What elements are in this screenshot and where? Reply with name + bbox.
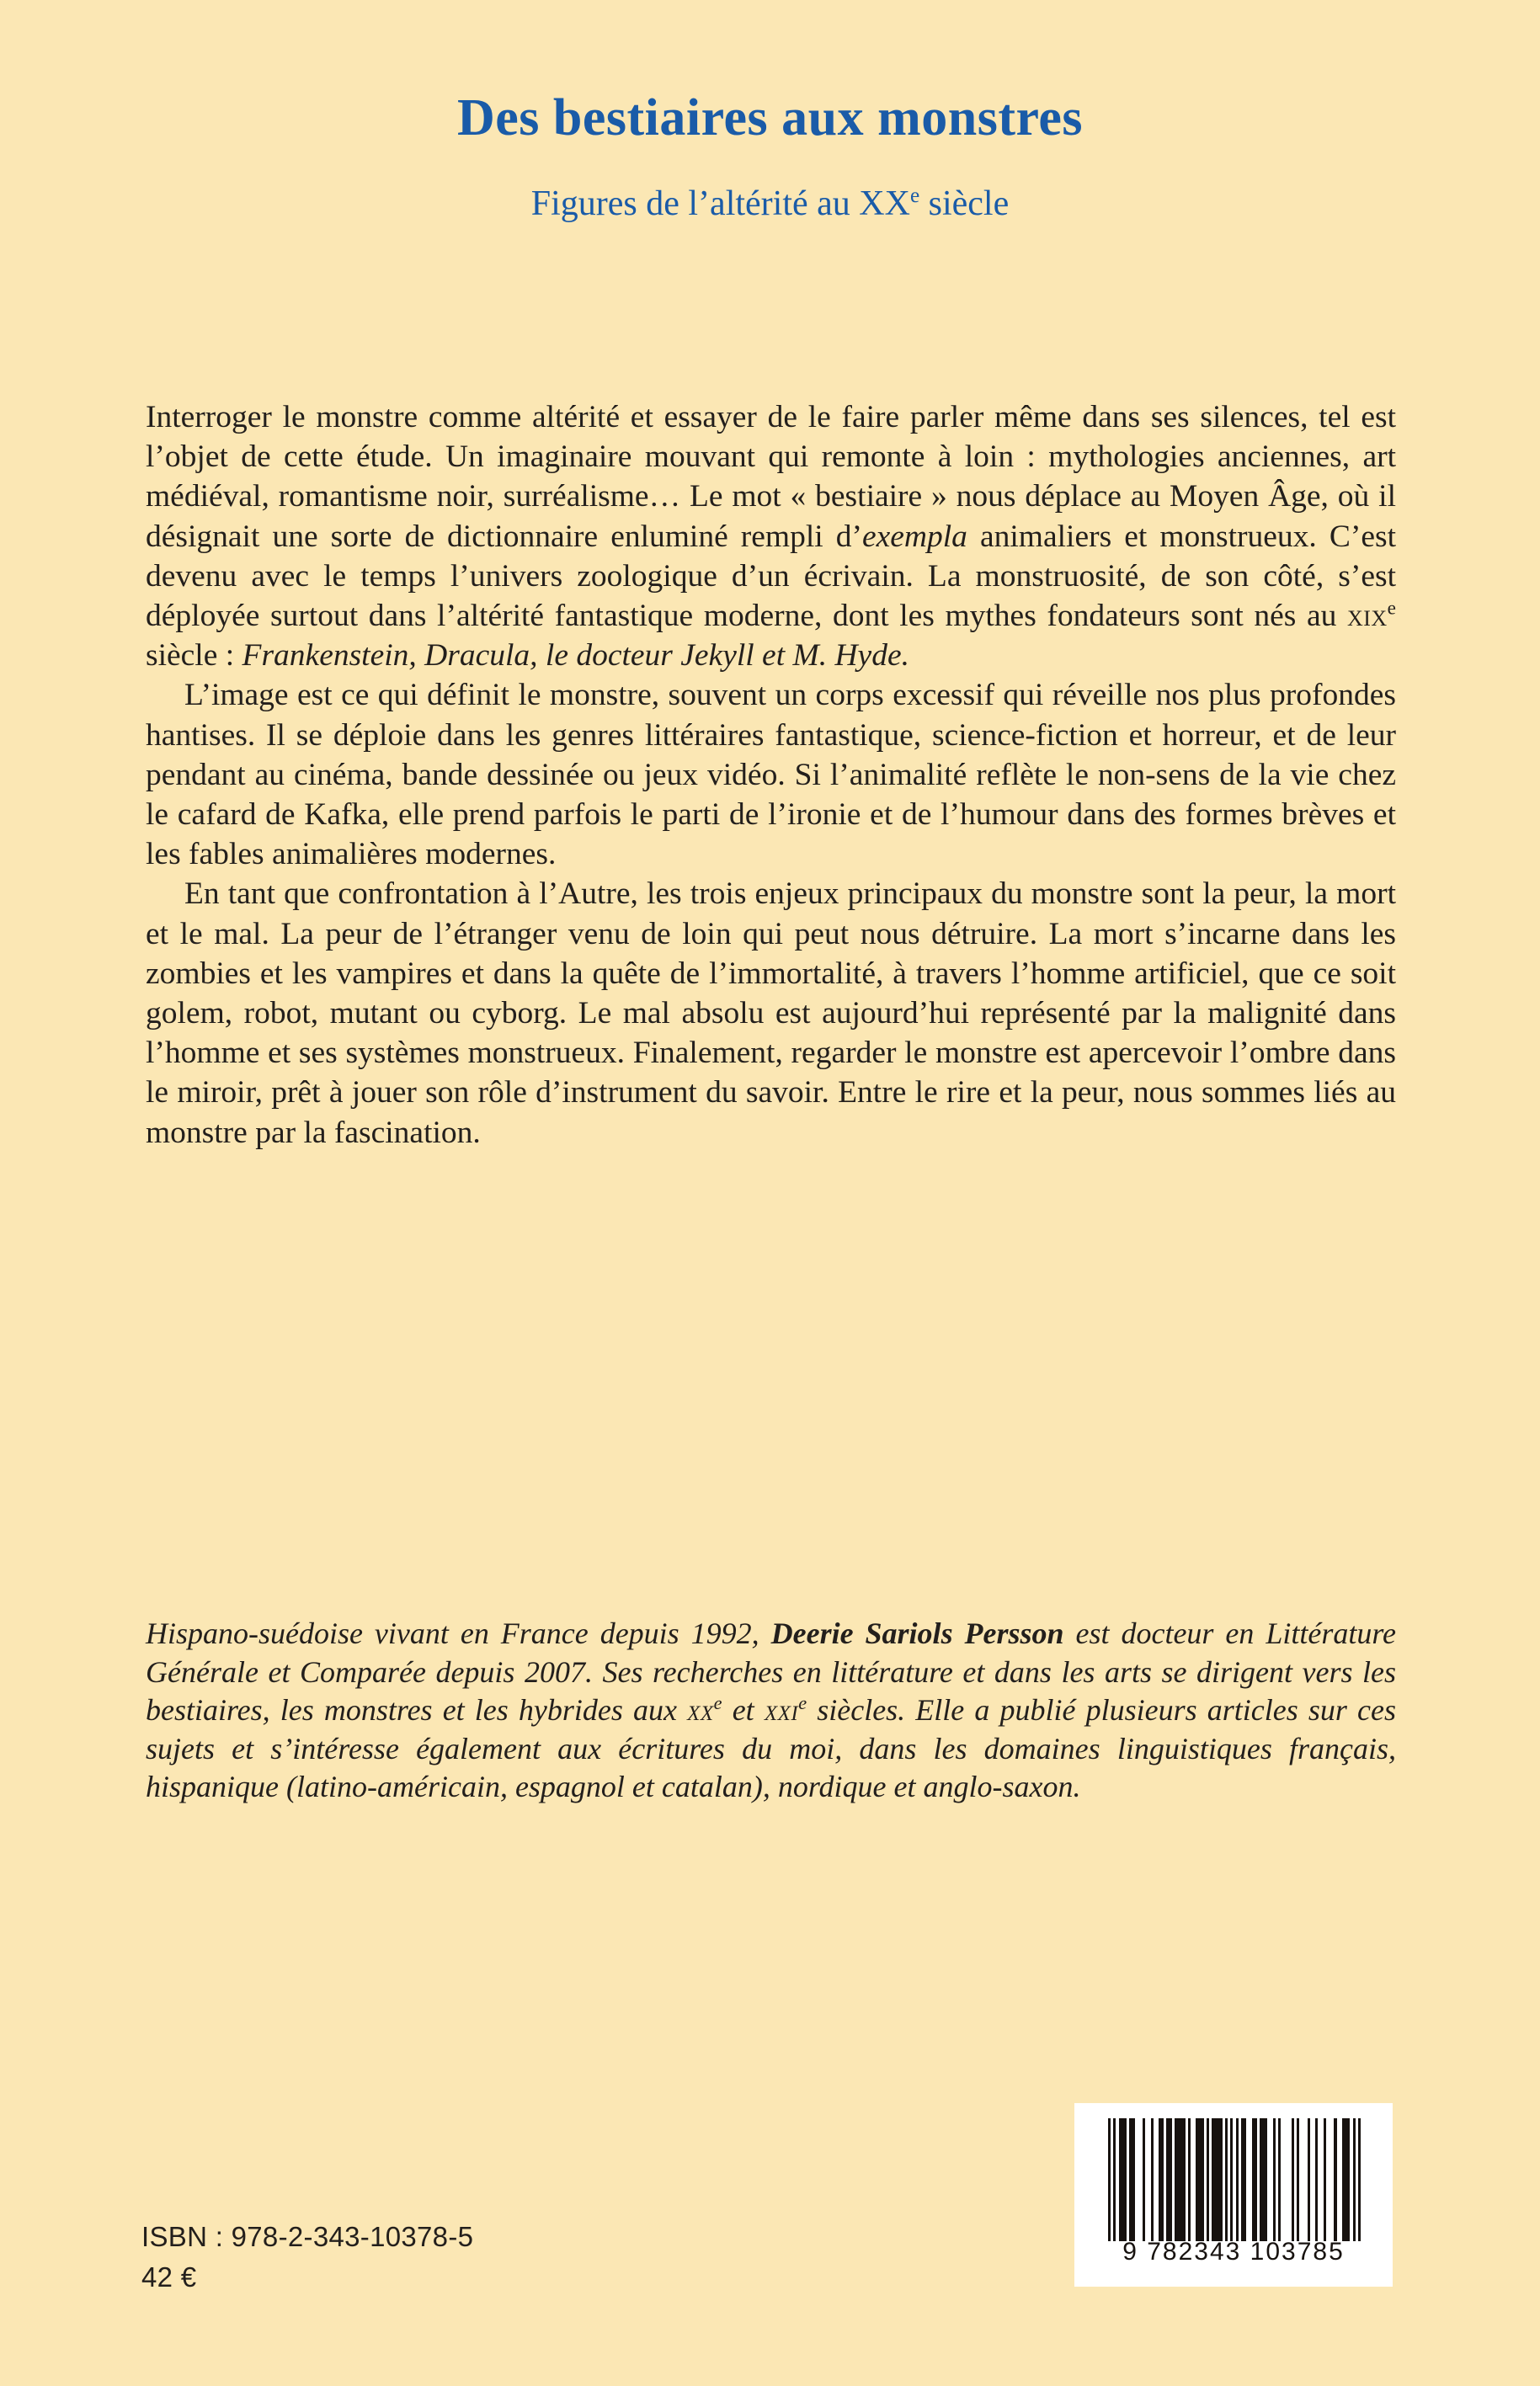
author-bio-paragraph bbox=[146, 1615, 1396, 1807]
price-text: 42 € bbox=[141, 2261, 197, 2293]
subtitle-superscript: e bbox=[909, 184, 920, 208]
subtitle-suffix: siècle bbox=[919, 184, 1010, 224]
page-title: Des bestiaires aux monstres bbox=[456, 89, 1084, 146]
bio-part-b: est docteur en Littérature Générale et Comparée depuis 2007. Ses recherches en littérature et dans les arts se dirigent vers les bestiaires, les monstres et les hybrides aux bbox=[146, 1616, 1397, 1727]
blurb-p1-part-b: animaliers et monstrueux. C’est devenu avec le temps l’univers zoologique d’un écrivain. La monstruosité, de son côté, s’est déployée surtout dans l’altérité fantastique moderne, dont les mythes fondateurs sont nés au bbox=[146, 519, 1396, 634]
bio-superscript-2: e bbox=[798, 1692, 807, 1713]
subtitle-prefix: Figures de l’altérité au XX bbox=[530, 184, 910, 224]
blurb-p1-superscript: e bbox=[1387, 597, 1396, 620]
author-bio bbox=[146, 1615, 1396, 1807]
title-block bbox=[0, 91, 1540, 223]
barcode-digits: 9 782343 103785 bbox=[1122, 2238, 1345, 2266]
blurb-p1-part-a: Interroger le monstre comme altérité et essayer de le faire parler même dans ses silences, tel est l’objet de cette étude. Un imaginaire mouvant qui remonte à loin : mythologies anciennes, art médiéval, romantisme noir, surréalisme… Le mot « bestiaire » nous déplace au Moyen Âge, où il désignait une sorte de dictionnaire enluminé rempli d’ bbox=[146, 400, 1396, 554]
barcode-bars bbox=[1108, 2118, 1361, 2241]
blurb-p1-part-c: siècle : bbox=[146, 638, 242, 674]
page-subtitle bbox=[0, 146, 1540, 223]
author-name: Deerie Sariols Persson bbox=[770, 1616, 1064, 1650]
bio-smallcaps-century-20: xx bbox=[687, 1693, 714, 1727]
bio-part-d: siècles. Elle a publié plusieurs articles sur ces sujets et s’intéresse également aux écritures du moi, dans les domaines linguistiques français, hispanique (latino-américain, espagnol et catalan), nordique et anglo-saxon. bbox=[146, 1693, 1396, 1803]
bio-part-c: et bbox=[722, 1693, 765, 1727]
bio-smallcaps-century-21: xxi bbox=[764, 1693, 799, 1727]
isbn-block bbox=[141, 2217, 473, 2298]
barcode bbox=[1074, 2103, 1393, 2287]
blurb-text bbox=[146, 397, 1396, 1153]
blurb-paragraph-1 bbox=[146, 397, 1396, 675]
bio-part-a: Hispano-suédoise vivant en France depuis 1992, bbox=[146, 1616, 771, 1650]
blurb-p1-italic-titles: Frankenstein, Dracula, le docteur Jekyll et M. Hyde. bbox=[242, 638, 909, 674]
blurb-p1-smallcaps-century: xix bbox=[1346, 599, 1388, 634]
blurb-p1-italic-exempla: exempla bbox=[861, 519, 967, 554]
blurb-paragraph-3: En tant que confrontation à l’Autre, les trois enjeux principaux du monstre sont la peur, la mort et le mal. La peur de l’étranger venu de loin qui peut nous détruire. La mort s’incarne dans les zombies et les vampires et dans la quête de l’immortalité, à travers l’homme artificiel, que ce soit golem, robot, mutant ou cyborg. Le mal absolu est aujourd’hui représenté par la malignité dans l’homme et ses systèmes monstrueux. Finalement, regarder le monstre est apercevoir l’ombre dans le miroir, prêt à jouer son rôle d’instrument du savoir. Entre le rire et la peur, nous sommes liés au monstre par la fascination. bbox=[146, 876, 1396, 1150]
isbn-text: ISBN : 978-2-343-10378-5 bbox=[141, 2221, 474, 2252]
bio-superscript-1: e bbox=[713, 1692, 722, 1713]
blurb-paragraph-2: L’image est ce qui définit le monstre, souvent un corps excessif qui réveille nos plus profondes hantises. Il se déploie dans les genres littéraires fantastique, science-fiction et horreur, et de leur pendant au cinéma, bande dessinée ou jeux vidéo. Si l’animalité reflète le non-sens de la vie chez le cafard de Kafka, elle prend parfois le parti de l’ironie et de l’humour dans des formes brèves et les fables animalières modernes. bbox=[146, 678, 1396, 872]
